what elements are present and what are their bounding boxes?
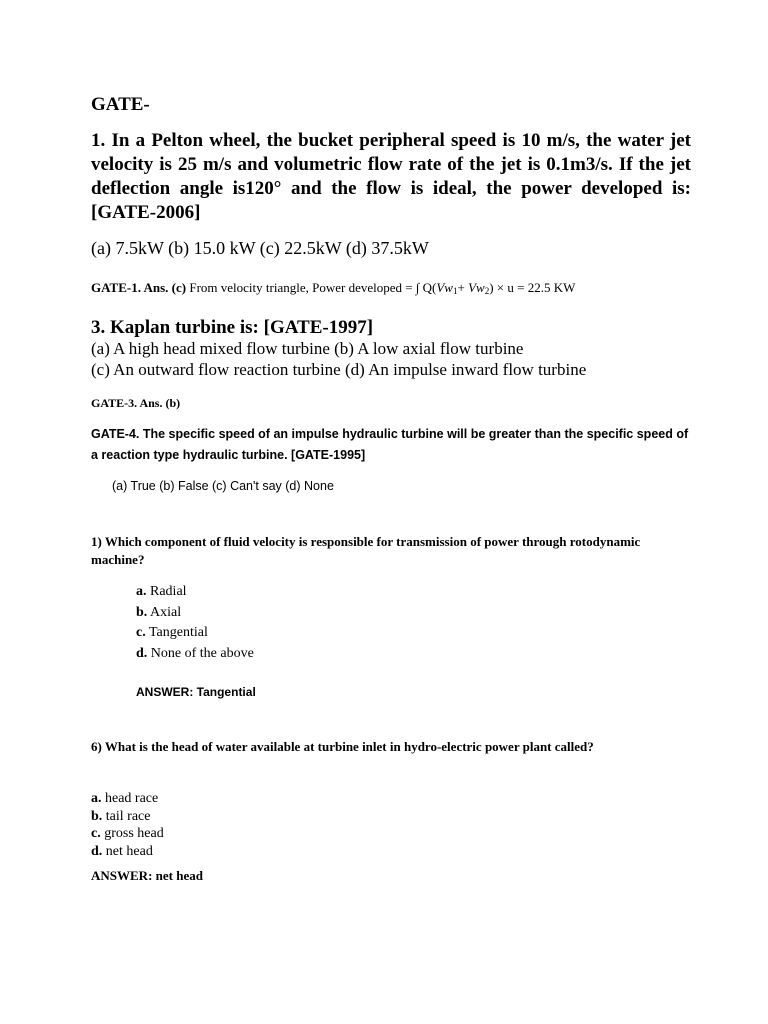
list-item (91, 790, 164, 808)
answer-label: GATE-1. Ans. (c) (91, 280, 187, 295)
page-header: GATE- (91, 94, 150, 115)
answer-sub-1: 1 (452, 286, 458, 296)
option-letter: c. (91, 826, 101, 841)
question-1-answer (91, 280, 575, 296)
question-3-options-line-1: (a) A high head mixed flow turbine (b) A low axial flow turbine (91, 339, 524, 358)
question-5-text: 1) Which component of fluid velocity is responsible for transmission of power through rotodynamic machine? (91, 534, 641, 567)
question-3-title: 3. Kaplan turbine is: [GATE-1997] (91, 317, 374, 338)
list-item (136, 644, 254, 665)
question-3-options-line-2: (c) An outward flow reaction turbine (d) An impulse inward flow turbine (91, 360, 587, 379)
answer-sub-2: 2 (484, 286, 490, 296)
question-1-options: (a) 7.5kW (b) 15.0 kW (c) 22.5kW (d) 37.5kW (91, 238, 429, 258)
answer-plus: + (457, 280, 469, 295)
option-letter: a. (91, 791, 102, 806)
option-text: net head (102, 843, 153, 859)
answer-text-pre: From velocity triangle, Power developed = ∫ Q( (186, 280, 437, 295)
option-text: head race (101, 791, 159, 806)
option-letter: d. (91, 843, 103, 859)
option-letter: a. (136, 584, 147, 599)
question-5-answer: ANSWER: Tangential (136, 685, 256, 699)
list-item (91, 825, 164, 843)
question-3-answer: GATE-3. Ans. (b) (91, 396, 181, 410)
option-letter: c. (136, 625, 146, 640)
option-text: Tangential (145, 625, 208, 640)
option-text: Radial (146, 584, 187, 599)
option-letter: b. (91, 808, 103, 824)
list-item (91, 843, 164, 861)
question-5-options (136, 582, 254, 664)
list-item (136, 582, 254, 603)
option-text: tail race (102, 808, 151, 824)
question-4-options: (a) True (b) False (c) Can't say (d) None (112, 479, 334, 493)
option-text: None of the above (147, 645, 254, 661)
option-letter: d. (136, 645, 148, 661)
list-item (136, 603, 254, 624)
answer-symbol-v1: Vw (436, 280, 453, 295)
question-6-options (91, 790, 164, 860)
answer-text-post: ) × u = 22.5 KW (489, 280, 576, 295)
question-6-answer: ANSWER: net head (91, 868, 203, 883)
question-4-text: GATE-4. The specific speed of an impulse hydraulic turbine will be greater than the specific speed of a reaction type hydraulic turbine. [GATE-1995] (91, 427, 689, 462)
question-1-text: 1. In a Pelton wheel, the bucket peripheral speed is 10 m/s, the water jet velocity is 25 m/s and volumetric flow rate of the jet is 0.1m3/s. If the jet deflection angle is120° and the flow is ideal, the power developed is: [GATE-2006] (91, 130, 691, 223)
question-6-text: 6) What is the head of water available at turbine inlet in hydro-electric power plant called? (91, 739, 594, 754)
answer-symbol-v2: Vw (468, 280, 485, 295)
list-item (91, 808, 164, 826)
option-letter: b. (136, 604, 148, 620)
list-item (136, 623, 254, 644)
option-text: Axial (147, 604, 182, 620)
option-text: gross head (100, 826, 164, 841)
